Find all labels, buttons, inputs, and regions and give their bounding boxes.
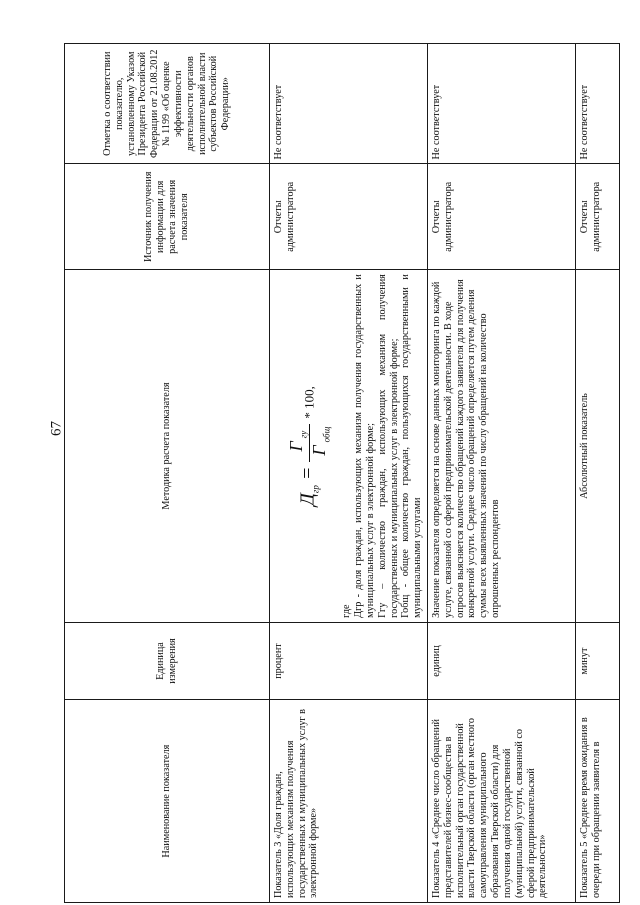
method-text-1: Дгр - доля граждан, использующих механизм получения государственных и муниципальных услуг в электронной форме; bbox=[353, 274, 376, 618]
row-5-source: Отчеты администратора bbox=[575, 164, 619, 270]
row-5-unit: минут bbox=[575, 622, 619, 699]
row-3-source: Отчеты администратора bbox=[270, 164, 428, 270]
page-number: 67 bbox=[48, 421, 65, 436]
row-5-name: Показатель 5 «Среднее время ожидания в очереди при обращении заявителя в bbox=[575, 700, 619, 903]
row-4-unit: единиц bbox=[427, 622, 575, 699]
row-3-mark: Не соответствует bbox=[270, 44, 428, 164]
method-where: где bbox=[341, 604, 353, 618]
method-text-3: Гобщ - общее количество граждан, пользующихся государственными и муниципальными услугами bbox=[400, 274, 424, 618]
formula-numerator-sub: гу bbox=[298, 430, 309, 439]
row-3-unit: процент bbox=[270, 622, 428, 699]
formula-denominator: Г bbox=[308, 445, 329, 456]
formula-tail: * 100, bbox=[301, 386, 317, 419]
header-mark: Отметка о соответствии показателю, установленному Указом Президента Российской Федерации от 21.08.2012 № 1199 «Об оценке эффективности деятельности органов исполнительной власти субъектов Российской Федерации» bbox=[65, 44, 270, 164]
table-header-row bbox=[65, 44, 270, 903]
row-4-mark: Не соответствует bbox=[427, 44, 575, 164]
formula-lead-sub: гр bbox=[310, 485, 321, 494]
header-name: Наименование показателя bbox=[65, 700, 270, 903]
table-row bbox=[575, 44, 619, 903]
row-3-method bbox=[270, 270, 428, 623]
row-4-method: Значение показателя определяется на основе данных мониторинга по каждой услуге, связанной со сферой предпринимательской деятельности. В ходе опросов выясняется количество обращений каждого заявителя для получения конкретной услуги. Среднее число обращений определяется путем деления суммы всех выявленных значений по числу обращений на количество опрошенных респондентов bbox=[427, 270, 575, 623]
header-method: Методика расчета показателя bbox=[65, 270, 270, 623]
header-source: Источник получения информации для расчета значения показателя bbox=[65, 164, 270, 270]
table-row bbox=[427, 44, 575, 903]
formula-denominator-sub: общ bbox=[321, 426, 332, 443]
formula: $Д_{гр}$ = $Г_{гу}$ $Г_{общ}$ * 100, bbox=[286, 386, 332, 506]
row-4-source: Отчеты администратора bbox=[427, 164, 575, 270]
formula-lead: Д bbox=[296, 493, 319, 506]
indicator-table bbox=[64, 43, 620, 903]
row-3-name: Показатель 3 «Доля граждан, использующих механизм получения государственных и муниципальных услуг в электронной форме» bbox=[270, 700, 428, 903]
row-5-mark: Не соответствует bbox=[575, 44, 619, 164]
formula-fraction bbox=[287, 424, 331, 462]
row-4-name: Показатель 4 «Среднее число обращений представителей бизнес-сообщества в исполнительный орган государственной власти Тверской области (орган местного самоуправления муниципального образования Тверской области) для получения одной государственной (муниципальной) услуги, связанной со сферой предпринимательской деятельности» bbox=[427, 700, 575, 903]
header-unit: Единица измерения bbox=[65, 622, 270, 699]
method-text-2: Ггу – количество граждан, использующих механизм получения государственных и муниципальных услуг в электронной форме; bbox=[376, 274, 400, 618]
rotated-table-page bbox=[64, 43, 613, 903]
row-5-method: Абсолютный показатель bbox=[575, 270, 619, 623]
table-row bbox=[270, 44, 428, 903]
formula-numerator: Г bbox=[286, 441, 306, 452]
